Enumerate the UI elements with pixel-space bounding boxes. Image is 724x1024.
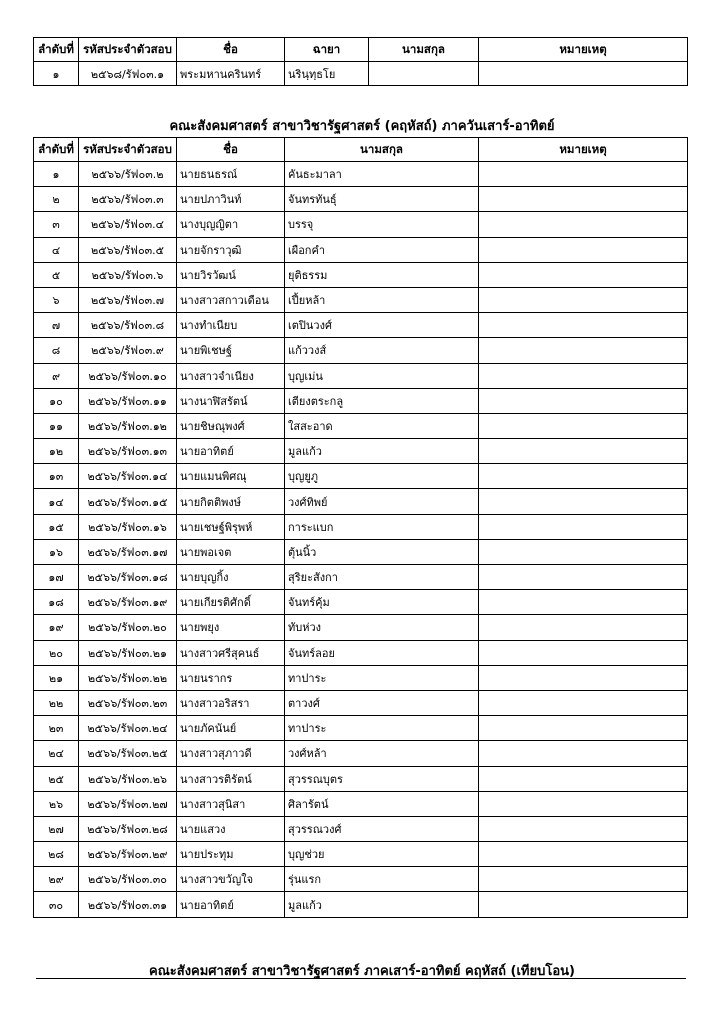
cell-name: นางสาวจำเนียง [177, 363, 285, 388]
cell-order: ๑๓ [34, 464, 79, 489]
table-row [34, 867, 688, 892]
cell-surname: สุวรรณวงศ์ [285, 816, 479, 841]
cell-remark [479, 766, 688, 791]
cell-name: นายพอเจต [177, 539, 285, 564]
cell-order: ๒๒ [34, 690, 79, 715]
header-order: ลำดับที่ [34, 138, 79, 162]
cell-order: ๕ [34, 262, 79, 287]
table-row [34, 741, 688, 766]
cell-remark [479, 590, 688, 615]
header-exam-id: รหัสประจำตัวสอบ [79, 138, 177, 162]
cell-surname: ทาปาระ [285, 665, 479, 690]
header-surname: นามสกุล [369, 38, 479, 62]
table-row [34, 690, 688, 715]
cell-surname: ยุติธรรม [285, 262, 479, 287]
table-row [34, 842, 688, 867]
cell-name: นางสาวสุนิสา [177, 791, 285, 816]
cell-surname: วงศ์หล้า [285, 741, 479, 766]
cell-exam-id: ๒๕๖๖/รัฟ๐๓.๓๑ [79, 892, 177, 917]
cell-name: นายธนธรณ์ [177, 162, 285, 187]
cell-order: ๑๙ [34, 615, 79, 640]
table-row [34, 464, 688, 489]
cell-surname: มูลแก้ว [285, 892, 479, 917]
cell-order: ๒๑ [34, 665, 79, 690]
cell-exam-id: ๒๕๖๖/รัฟ๐๓.๒๒ [79, 665, 177, 690]
divider-line [36, 978, 686, 979]
cell-remark [479, 690, 688, 715]
table-row [34, 439, 688, 464]
cell-exam-id: ๒๕๖๖/รัฟ๐๓.๒๐ [79, 615, 177, 640]
cell-remark [479, 867, 688, 892]
cell-order: ๑๕ [34, 514, 79, 539]
table-row [34, 62, 688, 86]
cell-order: ๑๘ [34, 590, 79, 615]
cell-surname: ทาปาระ [285, 716, 479, 741]
cell-remark [479, 212, 688, 237]
table-row [34, 287, 688, 312]
cell-surname: ทับห่วง [285, 615, 479, 640]
cell-remark [479, 791, 688, 816]
cell-name: นายกิตติพงษ์ [177, 489, 285, 514]
table-row [34, 489, 688, 514]
cell-name: นายพยุง [177, 615, 285, 640]
cell-remark [479, 615, 688, 640]
cell-exam-id: ๒๕๖๖/รัฟ๐๓.๒๑ [79, 640, 177, 665]
cell-order: ๓๐ [34, 892, 79, 917]
cell-name: นางทำเนียบ [177, 313, 285, 338]
cell-exam-id: ๒๕๖๖/รัฟ๐๓.๒๔ [79, 716, 177, 741]
cell-order: ๓ [34, 212, 79, 237]
cell-remark [479, 62, 688, 86]
table-row [34, 262, 688, 287]
cell-surname: ใสสะอาด [285, 413, 479, 438]
cell-order: ๒๕ [34, 766, 79, 791]
cell-remark [479, 665, 688, 690]
header-remark: หมายเหตุ [479, 138, 688, 162]
table-row [34, 565, 688, 590]
cell-surname: เปี้ยหล้า [285, 287, 479, 312]
cell-name: นายวิรวัฒน์ [177, 262, 285, 287]
cell-name: นายเกียรติศักดิ์ [177, 590, 285, 615]
table-row [34, 716, 688, 741]
cell-exam-id: ๒๕๖๖/รัฟ๐๓.๒ [79, 162, 177, 187]
cell-surname: บุญเม่น [285, 363, 479, 388]
cell-exam-id: ๒๕๖๖/รัฟ๐๓.๑๓ [79, 439, 177, 464]
cell-exam-id: ๒๕๖๖/รัฟ๐๓.๑๖ [79, 514, 177, 539]
table-row [34, 338, 688, 363]
cell-name: นายแมนพิศณุ [177, 464, 285, 489]
cell-exam-id: ๒๕๖๖/รัฟ๐๓.๑๗ [79, 539, 177, 564]
cell-surname: มูลแก้ว [285, 439, 479, 464]
cell-exam-id: ๒๕๖๖/รัฟ๐๓.๒๘ [79, 816, 177, 841]
table-row [34, 162, 688, 187]
cell-remark [479, 741, 688, 766]
cell-exam-id: ๒๕๖๖/รัฟ๐๓.๘ [79, 313, 177, 338]
cell-surname: แก้ววงส์ [285, 338, 479, 363]
cell-surname: ตาวงศ์ [285, 690, 479, 715]
cell-order: ๒ [34, 187, 79, 212]
table-row [34, 590, 688, 615]
cell-exam-id: ๒๕๖๖/รัฟ๐๓.๔ [79, 212, 177, 237]
cell-remark [479, 338, 688, 363]
cell-name: นายนรากร [177, 665, 285, 690]
cell-exam-id: ๒๕๖๖/รัฟ๐๓.๑๘ [79, 565, 177, 590]
table-row [34, 766, 688, 791]
cell-surname: ศิลารัตน์ [285, 791, 479, 816]
table-row [34, 237, 688, 262]
cell-surname: เตียงตระกลู [285, 388, 479, 413]
table-row [34, 187, 688, 212]
cell-order: ๙ [34, 363, 79, 388]
cell-exam-id: ๒๕๖๖/รัฟ๐๓.๑๔ [79, 464, 177, 489]
table-row [34, 640, 688, 665]
cell-name: นายปภาวินท์ [177, 187, 285, 212]
cell-exam-id: ๒๕๖๖/รัฟ๐๓.๓ [79, 187, 177, 212]
table-row [34, 313, 688, 338]
cell-surname: เตปินวงศ์ [285, 313, 479, 338]
cell-name: นายอาทิตย์ [177, 439, 285, 464]
cell-order: ๘ [34, 338, 79, 363]
cell-remark [479, 539, 688, 564]
table-header-row [34, 38, 688, 62]
cell-surname: การะแบก [285, 514, 479, 539]
table-header-row [34, 138, 688, 162]
cell-order: ๒๔ [34, 741, 79, 766]
cell-remark [479, 262, 688, 287]
table-row [34, 665, 688, 690]
header-surname: นามสกุล [285, 138, 479, 162]
cell-exam-id: ๒๕๖๖/รัฟ๐๓.๕ [79, 237, 177, 262]
cell-order: ๑ [34, 62, 79, 86]
cell-name: นางสาวสุภาวดี [177, 741, 285, 766]
table-row [34, 413, 688, 438]
cell-name: พระมหานครินทร์ [177, 62, 285, 86]
cell-order: ๑๖ [34, 539, 79, 564]
cell-remark [479, 413, 688, 438]
cell-exam-id: ๒๕๖๖/รัฟ๐๓.๓๐ [79, 867, 177, 892]
table-row [34, 539, 688, 564]
cell-remark [479, 388, 688, 413]
cell-name: นางสาวศรีสุคนธ์ [177, 640, 285, 665]
section-heading-transfer: คณะสังคมศาสตร์ สาขาวิชารัฐศาสตร์ ภาคเสาร์-อาทิตย์ คฤหัสถ์ (เทียบโอน) [149, 964, 575, 979]
cell-order: ๗ [34, 313, 79, 338]
cell-monastic-name: นรินฺทฺธโย [285, 62, 369, 86]
cell-exam-id: ๒๕๖๖/รัฟ๐๓.๒๓ [79, 690, 177, 715]
cell-exam-id: ๒๕๖๘/รัฟ๐๓.๑ [79, 62, 177, 86]
cell-exam-id: ๒๕๖๖/รัฟ๐๓.๑๙ [79, 590, 177, 615]
table-row [34, 791, 688, 816]
cell-order: ๑๗ [34, 565, 79, 590]
header-remark: หมายเหตุ [479, 38, 688, 62]
cell-exam-id: ๒๕๖๖/รัฟ๐๓.๒๖ [79, 766, 177, 791]
cell-remark [479, 816, 688, 841]
cell-surname [369, 62, 479, 86]
header-name: ชื่อ [177, 38, 285, 62]
cell-surname: สุริยะสังกา [285, 565, 479, 590]
cell-surname: บุญยูภู [285, 464, 479, 489]
cell-name: นางสาวรติรัตน์ [177, 766, 285, 791]
cell-surname: จันทร์ลอย [285, 640, 479, 665]
cell-name: นางนาฬิสรัตน์ [177, 388, 285, 413]
cell-order: ๔ [34, 237, 79, 262]
cell-exam-id: ๒๕๖๖/รัฟ๐๓.๖ [79, 262, 177, 287]
cell-remark [479, 439, 688, 464]
cell-name: นายภัคนันย์ [177, 716, 285, 741]
lay-candidates-table [33, 137, 688, 918]
cell-order: ๑๔ [34, 489, 79, 514]
cell-name: นายอาทิตย์ [177, 892, 285, 917]
table-row [34, 892, 688, 917]
cell-order: ๖ [34, 287, 79, 312]
cell-remark [479, 363, 688, 388]
cell-remark [479, 716, 688, 741]
cell-remark [479, 565, 688, 590]
cell-order: ๑๒ [34, 439, 79, 464]
cell-name: นายบุญกิ้ง [177, 565, 285, 590]
cell-remark [479, 187, 688, 212]
table-row [34, 514, 688, 539]
table-row [34, 816, 688, 841]
cell-name: นายชิษณุพงศ์ [177, 413, 285, 438]
cell-remark [479, 640, 688, 665]
cell-name: นางสาวสกาวเดือน [177, 287, 285, 312]
cell-order: ๑ [34, 162, 79, 187]
cell-name: นายเชษฐ์พิรุพห์ [177, 514, 285, 539]
header-name: ชื่อ [177, 138, 285, 162]
cell-remark [479, 892, 688, 917]
section-heading-weekend: คณะสังคมศาสตร์ สาขาวิชารัฐศาสตร์ (คฤหัสถ์) ภาควันเสาร์-อาทิตย์ [169, 119, 555, 134]
cell-order: ๒๘ [34, 842, 79, 867]
cell-surname: จันทรทันธุ์ [285, 187, 479, 212]
cell-remark [479, 514, 688, 539]
cell-name: นายพิเชษฐ์ [177, 338, 285, 363]
cell-exam-id: ๒๕๖๖/รัฟ๐๓.๒๗ [79, 791, 177, 816]
cell-order: ๑๑ [34, 413, 79, 438]
cell-order: ๒๙ [34, 867, 79, 892]
cell-remark [479, 237, 688, 262]
cell-remark [479, 489, 688, 514]
cell-surname: วงศ์ทิพย์ [285, 489, 479, 514]
table-row [34, 363, 688, 388]
cell-exam-id: ๒๕๖๖/รัฟ๐๓.๑๒ [79, 413, 177, 438]
cell-order: ๑๐ [34, 388, 79, 413]
cell-name: นางสาวอริสรา [177, 690, 285, 715]
table-row [34, 615, 688, 640]
header-monastic-name: ฉายา [285, 38, 369, 62]
cell-surname: บุญช่วย [285, 842, 479, 867]
cell-exam-id: ๒๕๖๖/รัฟ๐๓.๑๑ [79, 388, 177, 413]
cell-order: ๒๐ [34, 640, 79, 665]
cell-surname: รุ่นแรก [285, 867, 479, 892]
cell-exam-id: ๒๕๖๖/รัฟ๐๓.๑๕ [79, 489, 177, 514]
cell-remark [479, 287, 688, 312]
cell-remark [479, 464, 688, 489]
table-row [34, 212, 688, 237]
cell-exam-id: ๒๕๖๖/รัฟ๐๓.๒๕ [79, 741, 177, 766]
cell-surname: เผือกคำ [285, 237, 479, 262]
cell-order: ๒๗ [34, 816, 79, 841]
cell-exam-id: ๒๕๖๖/รัฟ๐๓.๙ [79, 338, 177, 363]
cell-exam-id: ๒๕๖๖/รัฟ๐๓.๑๐ [79, 363, 177, 388]
header-order: ลำดับที่ [34, 38, 79, 62]
cell-name: นายประทุม [177, 842, 285, 867]
cell-surname: สุวรรณบุตร [285, 766, 479, 791]
cell-exam-id: ๒๕๖๖/รัฟ๐๓.๗ [79, 287, 177, 312]
cell-surname: จันทร์คุ้ม [285, 590, 479, 615]
cell-name: นายแสวง [177, 816, 285, 841]
cell-surname: บรรจุ [285, 212, 479, 237]
table-row [34, 388, 688, 413]
header-exam-id: รหัสประจำตัวสอบ [79, 38, 177, 62]
cell-surname: ตุ้นนิ้ว [285, 539, 479, 564]
cell-order: ๒๓ [34, 716, 79, 741]
cell-exam-id: ๒๕๖๖/รัฟ๐๓.๒๙ [79, 842, 177, 867]
cell-name: นายจักราวุฒิ [177, 237, 285, 262]
cell-surname: คันธะมาลา [285, 162, 479, 187]
cell-remark [479, 313, 688, 338]
cell-order: ๒๖ [34, 791, 79, 816]
cell-remark [479, 842, 688, 867]
cell-remark [479, 162, 688, 187]
cell-name: นางสาวขวัญใจ [177, 867, 285, 892]
cell-name: นางบุญญิตา [177, 212, 285, 237]
monk-candidates-table [33, 37, 688, 86]
